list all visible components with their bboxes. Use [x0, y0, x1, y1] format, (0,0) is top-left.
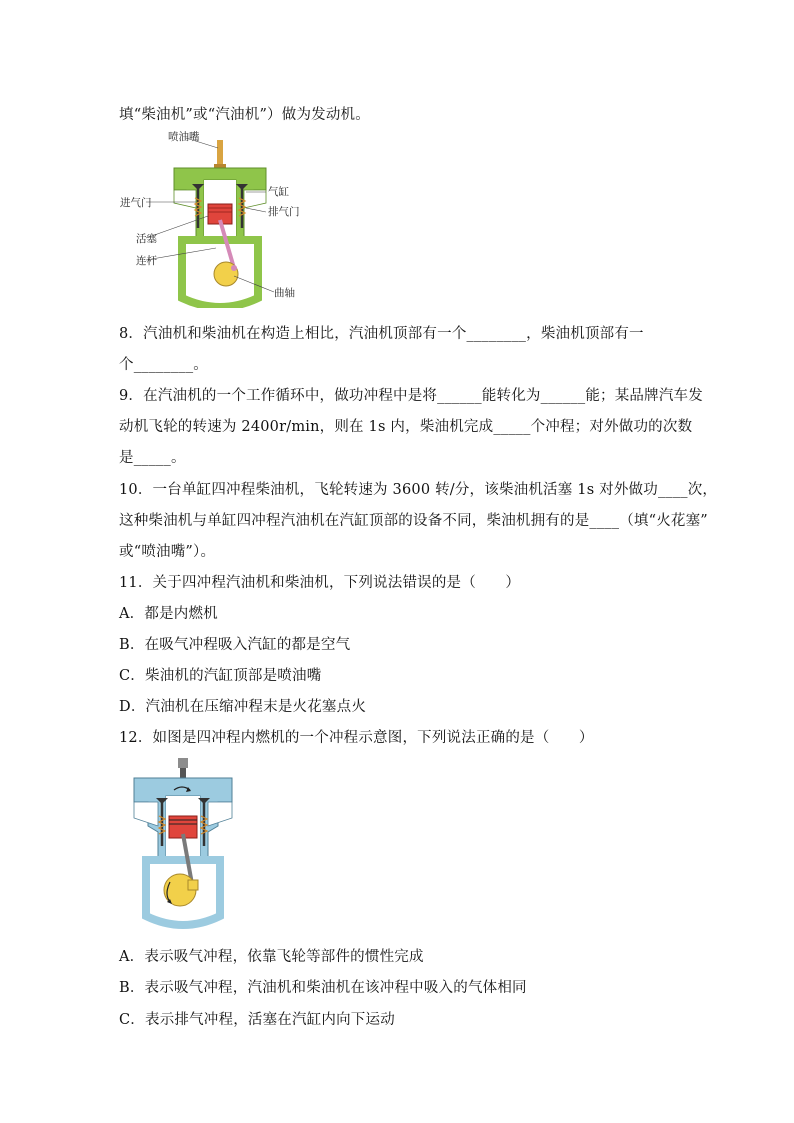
question-12-option-a[interactable]: A．表示吸气冲程，依靠飞轮等部件的惯性完成 — [119, 949, 424, 965]
question-12-stem: 12．如图是四冲程内燃机的一个冲程示意图，下列说法正确的是（ ） — [119, 730, 594, 746]
label-rod: 连杆 — [136, 255, 157, 267]
label-cylinder: 气缸 — [268, 186, 289, 198]
question-8-line-2: 个________。 — [119, 357, 208, 373]
diesel-engine-diagram — [116, 128, 326, 308]
label-injector: 喷油嘴 — [168, 131, 200, 143]
question-9-line-1: 9．在汽油机的一个工作循环中，做功冲程中是将______能转化为______能；某品牌汽车发 — [119, 388, 703, 404]
text-line: 填“柴油机”或“汽油机”）做为发动机。 — [119, 107, 370, 123]
question-9-line-2: 动机飞轮的转速为 2400r/min，则在 1s 内，柴油机完成_____个冲程；对外做功的次数 — [119, 419, 693, 435]
question-11-option-a[interactable]: A．都是内燃机 — [119, 606, 218, 622]
question-11-option-c[interactable]: C．柴油机的汽缸顶部是喷油嘴 — [119, 668, 322, 684]
question-12-option-b[interactable]: B．表示吸气冲程，汽油机和柴油机在该冲程中吸入的气体相同 — [119, 980, 527, 996]
question-12-option-c[interactable]: C．表示排气冲程，活塞在汽缸内向下运动 — [119, 1012, 395, 1028]
question-10-line-2: 这种柴油机与单缸四冲程汽油机在汽缸顶部的设备不同，柴油机拥有的是____（填“火花塞” — [119, 513, 708, 529]
question-9-line-3: 是_____。 — [119, 450, 186, 466]
label-crank: 曲轴 — [274, 287, 295, 299]
four-stroke-diagram — [124, 756, 242, 934]
injector-shape — [217, 140, 223, 168]
label-piston: 活塞 — [136, 233, 157, 245]
question-8-line-1: 8．汽油机和柴油机在构造上相比，汽油机顶部有一个________，柴油机顶部有一 — [119, 326, 644, 342]
spark-plug — [178, 758, 188, 768]
label-intake-valve: 进气门 — [120, 197, 152, 209]
question-10-line-1: 10．一台单缸四冲程柴油机，飞轮转速为 3600 转/分，该柴油机活塞 1s 对外做功____次， — [119, 482, 718, 498]
question-11-option-b[interactable]: B．在吸气冲程吸入汽缸的都是空气 — [119, 637, 351, 653]
question-10-line-3: 或“喷油嘴”）。 — [119, 544, 216, 560]
label-exhaust-valve: 排气门 — [268, 206, 300, 218]
question-11-stem: 11．关于四冲程汽油机和柴油机，下列说法错误的是（ ） — [119, 575, 521, 591]
question-11-option-d[interactable]: D．汽油机在压缩冲程末是火花塞点火 — [119, 699, 367, 715]
